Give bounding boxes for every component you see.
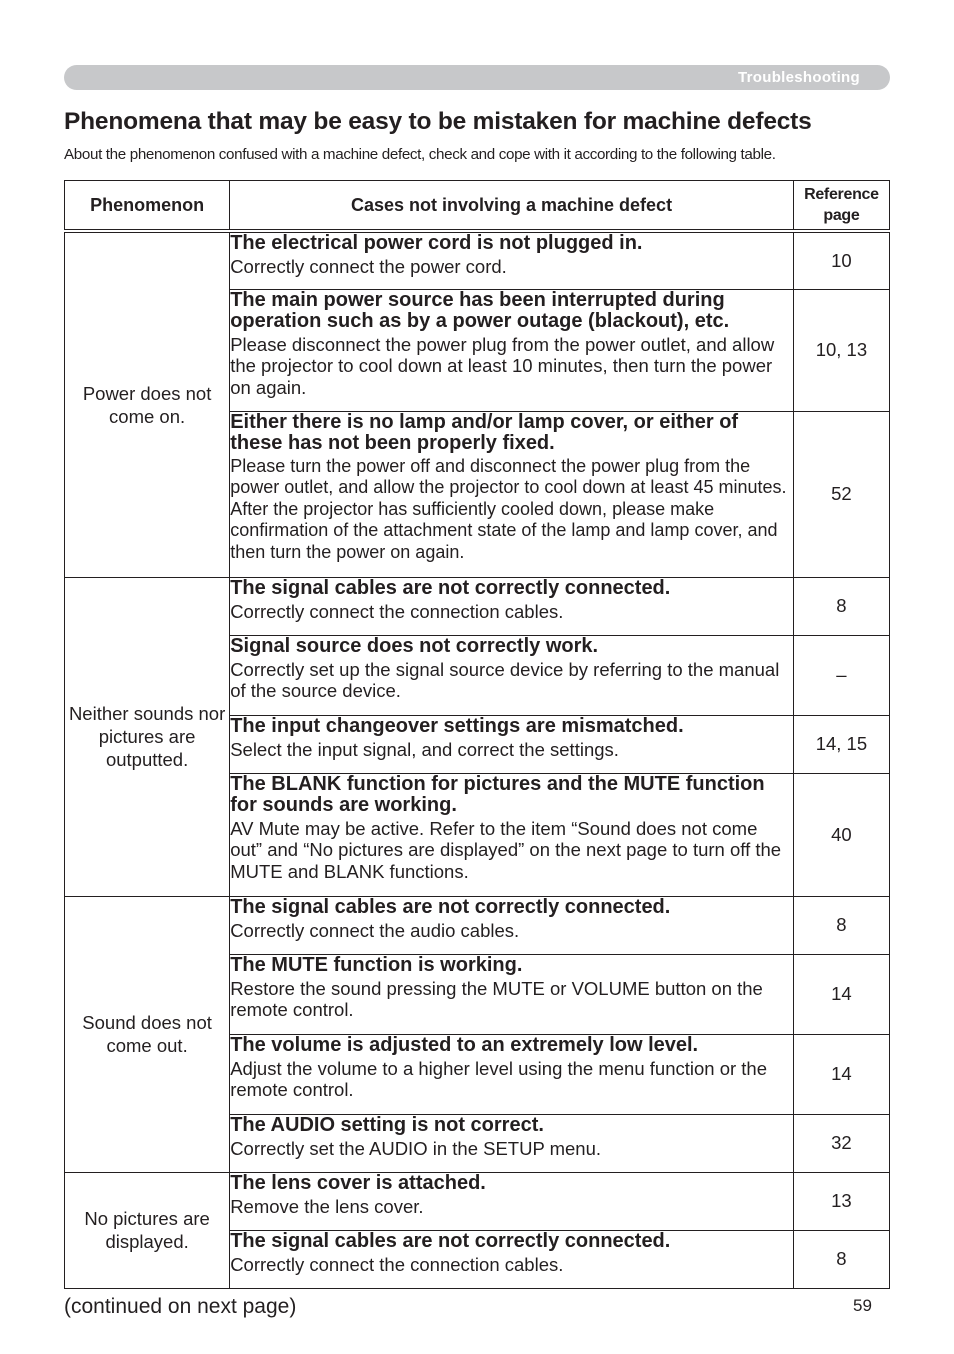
intro-text: About the phenomenon confused with a machine defect, check and cope with it according to the following table.	[64, 146, 776, 163]
case-title: The lens cover is attached.	[230, 1171, 486, 1194]
case-cell	[230, 773, 794, 896]
case-cell	[230, 896, 794, 954]
reference-page-cell: 40	[793, 773, 889, 896]
header-reference-line1: Reference	[804, 186, 879, 203]
phenomenon-cell: Sound does not come out.	[65, 896, 230, 1172]
reference-page-cell: 14	[793, 954, 889, 1034]
case-title: The signal cables are not correctly connected.	[230, 576, 671, 599]
reference-page-cell: –	[793, 635, 889, 715]
case-description: Select the input signal, and correct the settings.	[230, 738, 619, 760]
section-header-bar	[64, 65, 890, 90]
header-reference-page	[793, 181, 889, 232]
phenomenon-cell: Power does not come on.	[65, 231, 230, 577]
header-cases: Cases not involving a machine defect	[230, 181, 794, 232]
case-title: The signal cables are not correctly connected.	[230, 1229, 671, 1252]
case-cell	[230, 577, 794, 635]
case-title: The signal cables are not correctly connected.	[230, 895, 671, 918]
case-title: The volume is adjusted to an extremely low level.	[230, 1033, 699, 1056]
case-description: Please disconnect the power plug from the power outlet, and allow the projector to cool down at least 10 minutes, then turn the power on again.	[230, 333, 775, 398]
reference-page-cell: 10	[793, 231, 889, 289]
case-description: Adjust the volume to a higher level using the menu function or the remote control.	[230, 1057, 768, 1101]
case-title: The input changeover settings are mismatched.	[230, 714, 684, 737]
reference-page-cell: 14, 15	[793, 715, 889, 773]
reference-page-cell: 8	[793, 577, 889, 635]
troubleshooting-table	[64, 180, 890, 1289]
reference-page-cell: 32	[793, 1114, 889, 1172]
reference-page-cell: 14	[793, 1034, 889, 1114]
phenomenon-cell: Neither sounds nor pictures are outputted.	[65, 577, 230, 896]
case-description: Correctly connect the connection cables.	[230, 1253, 564, 1275]
reference-page-cell: 13	[793, 1172, 889, 1230]
table-row	[65, 577, 890, 635]
case-cell	[230, 1230, 794, 1288]
reference-page-cell: 10, 13	[793, 289, 889, 411]
case-description: Correctly connect the power cord.	[230, 256, 507, 277]
case-description: Please turn the power off and disconnect the power plug from the power outlet, and allow the projector to cool down at least 45 minutes. After the projector has sufficiently cooled down, please make confirmation of the attachment state of the lamp and lamp cover, and then turn the power on again.	[230, 455, 787, 562]
case-cell	[230, 231, 794, 289]
table-row	[65, 231, 890, 289]
reference-page-cell: 8	[793, 1230, 889, 1288]
case-cell	[230, 411, 794, 577]
case-cell	[230, 954, 794, 1034]
case-title: The main power source has been interrupted during operation such as by a power outage (blackout), etc.	[230, 288, 730, 332]
case-description: Correctly connect the audio cables.	[230, 919, 520, 941]
case-title: The AUDIO setting is not correct.	[230, 1113, 544, 1136]
case-cell	[230, 1034, 794, 1114]
case-description: Restore the sound pressing the MUTE or VOLUME button on the remote control.	[230, 977, 763, 1021]
case-title: Either there is no lamp and/or lamp cover, or either of these has not been properly fixed.	[230, 410, 739, 454]
case-title: Signal source does not correctly work.	[230, 634, 599, 657]
case-cell	[230, 289, 794, 411]
header-reference-line2: page	[823, 207, 860, 224]
continued-note: (continued on next page)	[64, 1295, 297, 1318]
case-description: Correctly connect the connection cables.	[230, 600, 564, 622]
header-phenomenon: Phenomenon	[65, 181, 230, 232]
case-cell	[230, 715, 794, 773]
page-title: Phenomena that may be easy to be mistaken for machine defects	[64, 108, 812, 135]
table-header-row	[65, 181, 890, 232]
case-description: Correctly set up the signal source device by referring to the manual of the source device.	[230, 658, 780, 702]
case-cell	[230, 1114, 794, 1172]
section-label: Troubleshooting	[738, 69, 860, 86]
phenomenon-cell: No pictures are displayed.	[65, 1172, 230, 1288]
case-cell	[230, 1172, 794, 1230]
table-row	[65, 896, 890, 954]
reference-page-cell: 8	[793, 896, 889, 954]
table-body	[65, 231, 890, 1288]
case-title: The electrical power cord is not plugged in.	[230, 232, 643, 254]
case-cell	[230, 635, 794, 715]
table-row	[65, 1172, 890, 1230]
reference-page-cell: 52	[793, 411, 889, 577]
case-description: Remove the lens cover.	[230, 1195, 424, 1217]
page-number: 59	[853, 1296, 872, 1315]
case-title: The BLANK function for pictures and the MUTE function for sounds are working.	[230, 772, 765, 816]
case-description: Correctly set the AUDIO in the SETUP menu.	[230, 1137, 602, 1159]
case-title: The MUTE function is working.	[230, 953, 523, 976]
case-description: AV Mute may be active. Refer to the item “Sound does not come out” and “No pictures are displayed” on the next page to turn off the MUTE and BLANK functions.	[230, 817, 782, 882]
